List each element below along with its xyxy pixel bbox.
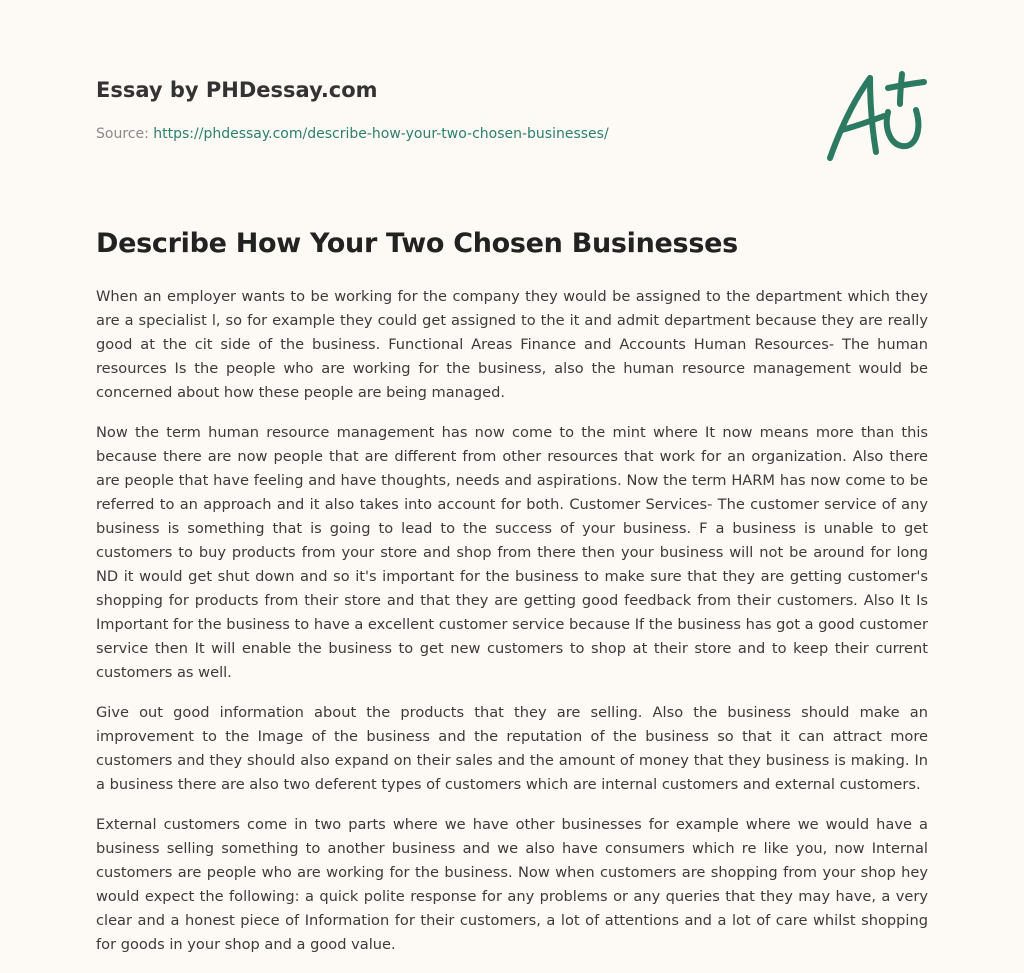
essay-body [96,285,928,973]
page-header [96,76,796,144]
a-plus-logo-icon [818,66,930,166]
essay-paragraph: Now the term human resource management has now come to the mint where It now means more than this because there are now people that are different from other resources that work for an organization. Also there are people that have feeling and have thoughts, needs and aspirations. Now the term HARM has now come to be referred to an approach and it also takes into account for both. Customer Services- The customer service of any business is something that is going to lead to the success of your business. F a business is unable to get customers to buy products from your store and shop from there then your business will not be around for long ND it would get shut down and so it's important for the business to make sure that they are getting customer's shopping for products from their store and that they are getting good feedback from their customers. Also It Is Important for the business to have a excellent customer service because If the business has got a good customer service then It will enable the business to get new customers to shop at their store and to keep their current customers as well. [96,424,928,681]
essay-paragraph: Give out good information about the products that they are selling. Also the business should make an improvement to the Image of the business and the reputation of the business so that it can attract more customers and they should also expand on their sales and the amount of money that they business is making. In a business there are also two deferent types of customers which are internal customers and external customers. [96,704,928,793]
essay-title: Describe How Your Two Chosen Businesses [96,228,738,259]
source-label: Source: [96,126,149,142]
essay-paragraph: External customers come in two parts where we have other businesses for example where we would have a business selling something to another business and we also have consumers which re like you, now Internal customers are people who are working for the business. Now when customers are shopping from your shop hey would expect the following: a quick polite response for any problems or any queries that they may have, a very clear and a honest piece of Information for their customers, a lot of attentions and a lot of care whilst shopping for goods in your shop and a good value. [96,816,928,953]
source-link[interactable]: https://phdessay.com/describe-how-your-two-chosen-businesses/ [153,126,609,142]
site-brand: Essay by PHDessay.com [96,78,378,102]
essay-paragraph: When an employer wants to be working for the company they would be assigned to the department which they are a specialist l, so for example they could get assigned to the it and admit department because they are really good at the cit side of the business. Functional Areas Finance and Accounts Human Resources- The human resources Is the people who are working for the business, also the human resource management would be concerned about how these people are being managed. [96,288,928,401]
source-line [96,124,796,144]
